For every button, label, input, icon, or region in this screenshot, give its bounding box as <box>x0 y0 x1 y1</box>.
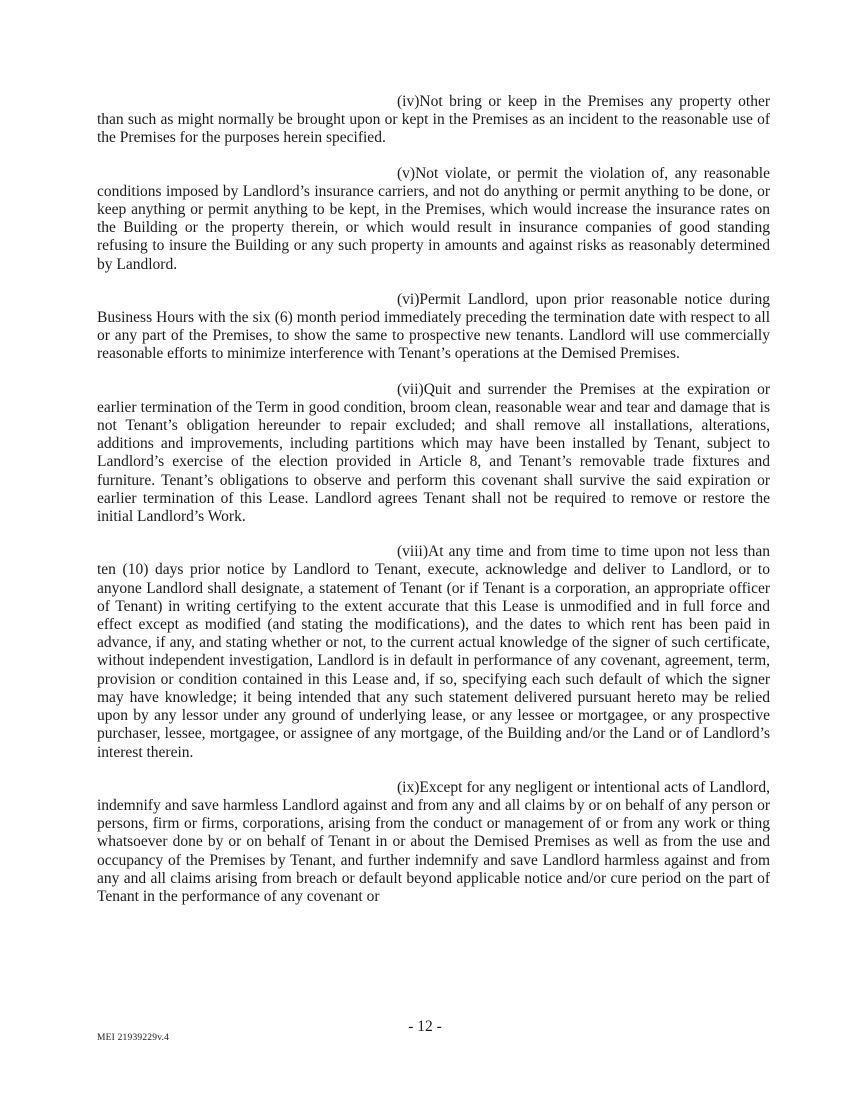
clause-v <box>97 165 770 274</box>
clause-number: (iv) <box>397 93 420 110</box>
clause-vii <box>97 381 770 527</box>
clause-number: (vii) <box>397 380 424 398</box>
clause-ix <box>97 779 770 906</box>
clause-viii <box>97 543 770 761</box>
clause-text: Permit Landlord, upon prior reasonable notice during Business Hours with the six (6) month period immediately preceding the termination date with respect to all or any part of the Premises, to show the same to prospective new tenants. Landlord will use commercially reasonable efforts to minimize interference with Tenant’s operations at the Demised Premises. <box>97 290 770 363</box>
clause-number: (ix) <box>397 778 420 796</box>
clause-text: Except for any negligent or intentional acts of Landlord, indemnify and save harmless Landlord against and from any and all claims by or on behalf of any person or persons, firm or firms, corporations, arising from the conduct or management of or from any work or thing whatsoever done by or on behalf of Tenant in or about the Demised Premises as well as from the use and occupancy of the Premises by Tenant, and further indemnify and save Landlord harmless against and from any and all claims arising from breach or default beyond applicable notice and/or cure period on the part of Tenant in the performance of any covenant or <box>97 778 770 905</box>
clause-number: (v) <box>397 164 416 182</box>
document-id: MEI 21939229v.4 <box>97 1033 170 1043</box>
lease-body-text <box>97 93 770 923</box>
page-number: - 12 - <box>408 1018 442 1035</box>
clause-vi <box>97 291 770 364</box>
clause-text: Not bring or keep in the Premises any property other than such as might normally be brought upon or kept in the Premises as an incident to the reasonable use of the Premises for the purposes herein specified. <box>97 93 770 147</box>
clause-number: (vi) <box>397 290 420 308</box>
clause-text: Not violate, or permit the violation of, any reasonable conditions imposed by Landlord’s insurance carriers, and not do anything or permit anything to be done, or keep anything or permit anything to be kept, in the Premises, which would increase the insurance rates on the Building or the property therein, or which would result in insurance companies of good standing refusing to insure the Building or any such property in amounts and against risks as reasonably determined by Landlord. <box>97 164 770 273</box>
clause-number: (viii) <box>397 543 428 561</box>
clause-text: Quit and surrender the Premises at the expiration or earlier termination of the Term in good condition, broom clean, reasonable wear and tear and damage that is not Tenant’s obligation hereunder to repair excluded; and shall remove all installations, alterations, additions and improvements, including partitions which may have been installed by Tenant, subject to Landlord’s exercise of the election provided in Article 8, and Tenant’s removable trade fixtures and furniture. Tenant’s obligations to observe and perform this covenant shall survive the said expiration or earlier termination of this Lease. Landlord agrees Tenant shall not be required to remove or restore the initial Landlord’s Work. <box>97 380 770 526</box>
clause-text: At any time and from time to time upon not less than ten (10) days prior notice by Landlord to Tenant, execute, acknowledge and deliver to Landlord, or to anyone Landlord shall designate, a statement of Tenant (or if Tenant is a corporation, an appropriate officer of Tenant) in writing certifying to the extent accurate that this Lease is unmodified and in full force and effect except as modified (and stating the modifications), and the dates to which rent has been paid in advance, if any, and stating whether or not, to the current actual knowledge of the signer of such certificate, without independent investigation, Landlord is in default in performance of any covenant, agreement, term, provision or condition contained in this Lease and, if so, specifying each such default of which the signer may have knowledge; it being intended that any such statement delivered pursuant hereto may be relied upon by any lessor under any ground of underlying lease, or any lessee or mortgagee, or any prospective purchaser, lessee, mortgagee, or assignee of any mortgage, of the Building and/or the Land or of Landlord’s interest therein. <box>97 543 770 761</box>
clause-iv <box>97 93 770 148</box>
